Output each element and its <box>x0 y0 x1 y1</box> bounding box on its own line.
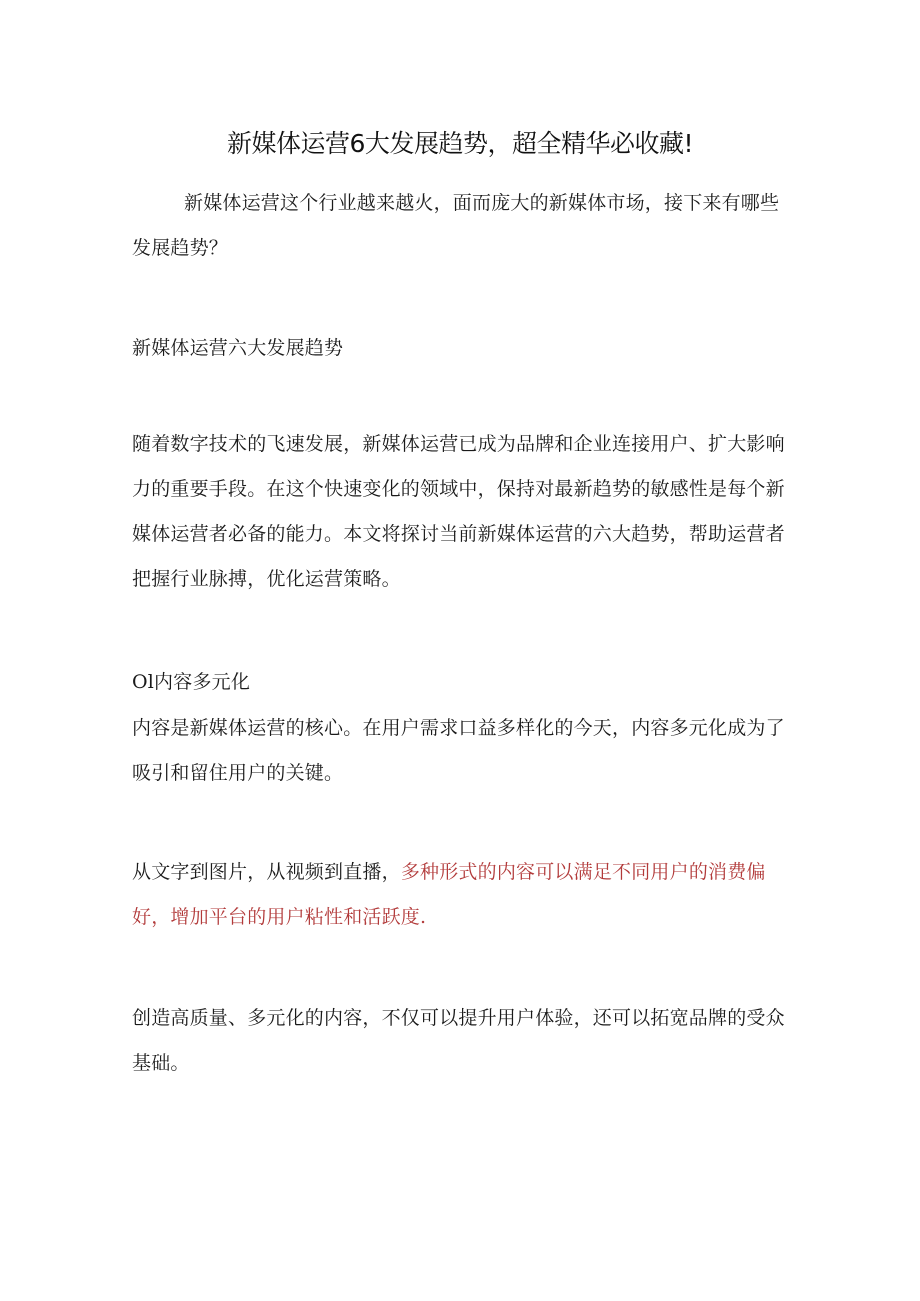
item1-paragraph-3: 创造高质量、多元化的内容，不仅可以提升用户体验，还可以拓宽品牌的受众基础。 <box>132 1007 785 1074</box>
overview-paragraph: 随着数字技术的飞速发展，新媒体运营已成为品牌和企业连接用户、扩大影响力的重要手段。在这个快速变化的领域中，保持对最新趋势的敏感性是每个新媒体运营者必备的能力。本文将探讨当前新媒体运营的六大趋势，帮助运营者把握行业脉搏，优化运营策略。 <box>132 433 785 590</box>
item1-paragraph-2 <box>132 850 792 940</box>
intro-paragraph: 新媒体运营这个行业越来越火，面而庞大的新媒体市场，接下来有哪些发展趋势？ <box>132 192 780 259</box>
item1-paragraph-2-highlight: 多种形式的内容可以满足不同用户的消费偏好，增加平台的用户粘性和活跃度. <box>132 861 766 928</box>
section-heading: 新媒体运营六大发展趋势 <box>132 337 344 359</box>
item1-paragraph-1: 内容是新媒体运营的核心。在用户需求口益多样化的今天，内容多元化成为了吸引和留住用户的关键。 <box>132 717 785 784</box>
document-title: 新媒体运营6大发展趋势，超全精华必收藏! <box>227 129 693 158</box>
item1-heading: Ol内容多元化 <box>132 671 251 693</box>
item1-paragraph-2-lead: 从文字到图片，从视频到直播， <box>132 861 401 883</box>
